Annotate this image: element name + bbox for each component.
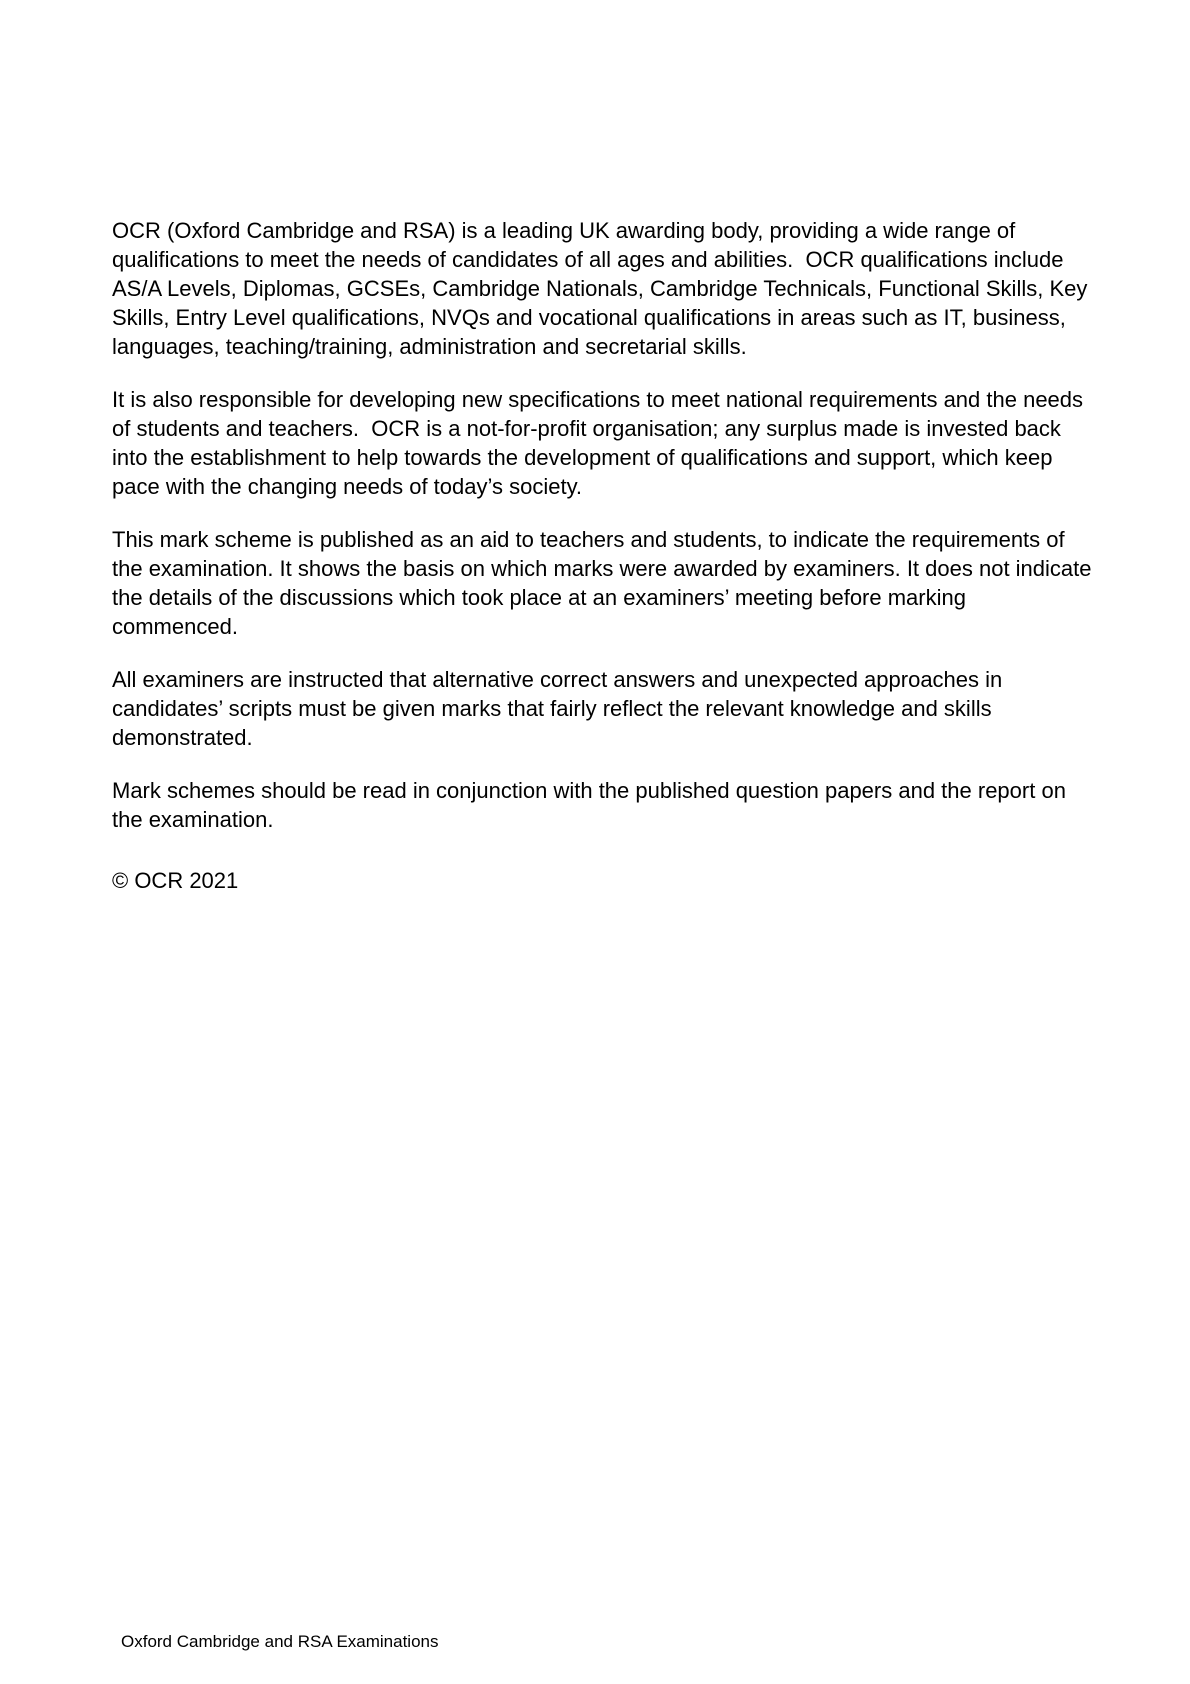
paragraph-ocr-responsibility: It is also responsible for developing new specifications to meet national requirements and the needs of students and teachers. OCR is a not-for-profit organisation; any surplus made is invested back into the establishment to help towards the development of qualifications and support, which keep pace with the changing needs of today’s society. [112,387,1090,499]
copyright-notice: © OCR 2021 [112,868,239,893]
paragraph-read-in-conjunction: Mark schemes should be read in conjunction with the published question papers and the report on the examination. [112,778,1073,832]
page-footer-text: Oxford Cambridge and RSA Examinations [121,1632,439,1651]
paragraph-mark-scheme-purpose: This mark scheme is published as an aid to teachers and students, to indicate the requirements of the examination. It shows the basis on which marks were awarded by examiners. It does not indicate the details of the discussions which took place at an examiners’ meeting before marking commenced. [112,527,1098,639]
paragraph-ocr-intro: OCR (Oxford Cambridge and RSA) is a leading UK awarding body, providing a wide range of qualifications to meet the needs of candidates of all ages and abilities. OCR qualifications include AS/A Levels, Diplomas, GCSEs, Cambridge Nationals, Cambridge Technicals, Functional Skills, Key Skills, Entry Level qualifications, NVQs and vocational qualifications in areas such as IT, business, languages, teaching/training, administration and secretarial skills. [112,218,1094,359]
document-body [112,216,1098,919]
paragraph-examiner-instructions: All examiners are instructed that alternative correct answers and unexpected approaches in candidates’ scripts must be given marks that fairly reflect the relevant knowledge and skills demonstrated. [112,667,1009,750]
